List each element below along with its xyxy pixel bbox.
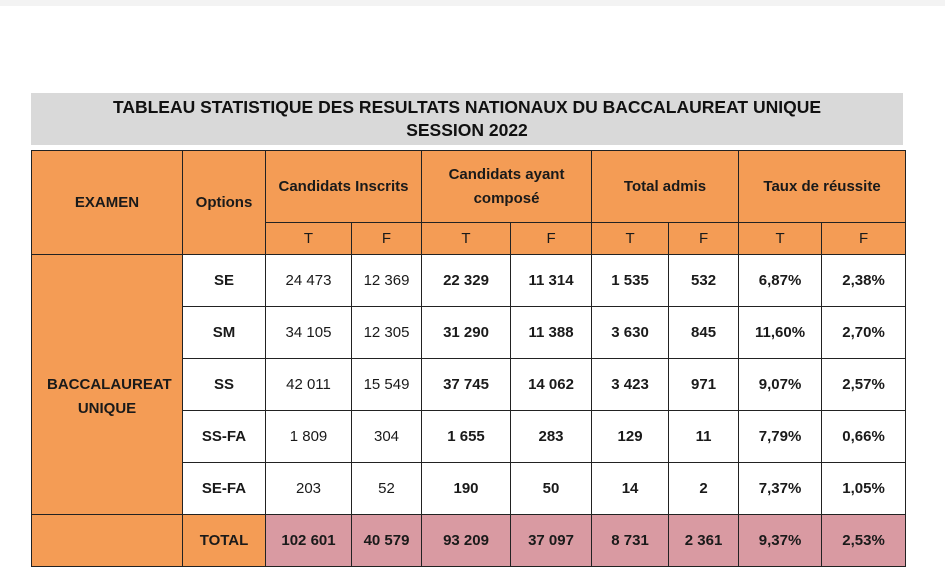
inscrits-t-cell: 203 xyxy=(266,463,352,515)
compose-f-cell: 11 388 xyxy=(511,307,592,359)
title-line-1: TABLEAU STATISTIQUE DES RESULTATS NATIONAUX DU BACCALAUREAT UNIQUE xyxy=(112,97,822,117)
header-examen: EXAMEN xyxy=(32,151,183,255)
results-table xyxy=(31,150,906,567)
taux-t-cell: 9,07% xyxy=(739,359,822,411)
admis-f-cell: 845 xyxy=(669,307,739,359)
subheader-compose-f: F xyxy=(511,223,592,255)
taux-f-cell: 2,70% xyxy=(822,307,906,359)
subheader-taux-f: F xyxy=(822,223,906,255)
inscrits-t-cell: 34 105 xyxy=(266,307,352,359)
exam-label: BACCALAUREAT UNIQUE xyxy=(32,255,183,515)
taux-f-cell: 2,38% xyxy=(822,255,906,307)
inscrits-t-cell: 24 473 xyxy=(266,255,352,307)
compose-t-cell: 22 329 xyxy=(422,255,511,307)
admis-f-cell: 532 xyxy=(669,255,739,307)
table-row xyxy=(32,255,906,307)
header-options: Options xyxy=(183,151,266,255)
subheader-inscrits-f: F xyxy=(352,223,422,255)
subheader-admis-t: T xyxy=(592,223,669,255)
option-cell: SE-FA xyxy=(183,463,266,515)
inscrits-f-cell: 12 305 xyxy=(352,307,422,359)
taux-t-cell: 11,60% xyxy=(739,307,822,359)
total-compose-f: 37 097 xyxy=(511,515,592,567)
option-cell: SS-FA xyxy=(183,411,266,463)
inscrits-f-cell: 15 549 xyxy=(352,359,422,411)
header-admis: Total admis xyxy=(592,151,739,223)
table-title xyxy=(31,93,903,145)
taux-t-cell: 7,79% xyxy=(739,411,822,463)
compose-f-cell: 283 xyxy=(511,411,592,463)
subheader-admis-f: F xyxy=(669,223,739,255)
top-strip xyxy=(0,0,945,6)
total-inscrits-f: 40 579 xyxy=(352,515,422,567)
taux-t-cell: 7,37% xyxy=(739,463,822,515)
header-inscrits: Candidats Inscrits xyxy=(266,151,422,223)
header-row xyxy=(32,151,906,223)
admis-t-cell: 3 423 xyxy=(592,359,669,411)
option-cell: SM xyxy=(183,307,266,359)
inscrits-f-cell: 52 xyxy=(352,463,422,515)
option-cell: SS xyxy=(183,359,266,411)
inscrits-f-cell: 12 369 xyxy=(352,255,422,307)
subheader-compose-t: T xyxy=(422,223,511,255)
total-compose-t: 93 209 xyxy=(422,515,511,567)
subheader-inscrits-t: T xyxy=(266,223,352,255)
compose-t-cell: 37 745 xyxy=(422,359,511,411)
total-inscrits-t: 102 601 xyxy=(266,515,352,567)
taux-f-cell: 0,66% xyxy=(822,411,906,463)
taux-f-cell: 1,05% xyxy=(822,463,906,515)
title-line-2: SESSION 2022 xyxy=(406,120,528,140)
inscrits-t-cell: 1 809 xyxy=(266,411,352,463)
admis-t-cell: 129 xyxy=(592,411,669,463)
compose-f-cell: 11 314 xyxy=(511,255,592,307)
admis-f-cell: 971 xyxy=(669,359,739,411)
total-admis-f: 2 361 xyxy=(669,515,739,567)
admis-f-cell: 11 xyxy=(669,411,739,463)
inscrits-t-cell: 42 011 xyxy=(266,359,352,411)
subheader-taux-t: T xyxy=(739,223,822,255)
taux-f-cell: 2,57% xyxy=(822,359,906,411)
header-taux: Taux de réussite xyxy=(739,151,906,223)
compose-t-cell: 1 655 xyxy=(422,411,511,463)
compose-t-cell: 31 290 xyxy=(422,307,511,359)
total-taux-f: 2,53% xyxy=(822,515,906,567)
admis-t-cell: 3 630 xyxy=(592,307,669,359)
taux-t-cell: 6,87% xyxy=(739,255,822,307)
header-compose: Candidats ayant composé xyxy=(422,151,592,223)
total-spacer xyxy=(32,515,183,567)
admis-t-cell: 14 xyxy=(592,463,669,515)
total-taux-t: 9,37% xyxy=(739,515,822,567)
admis-f-cell: 2 xyxy=(669,463,739,515)
admis-t-cell: 1 535 xyxy=(592,255,669,307)
compose-f-cell: 14 062 xyxy=(511,359,592,411)
inscrits-f-cell: 304 xyxy=(352,411,422,463)
total-row xyxy=(32,515,906,567)
compose-t-cell: 190 xyxy=(422,463,511,515)
total-label: TOTAL xyxy=(183,515,266,567)
compose-f-cell: 50 xyxy=(511,463,592,515)
option-cell: SE xyxy=(183,255,266,307)
total-admis-t: 8 731 xyxy=(592,515,669,567)
